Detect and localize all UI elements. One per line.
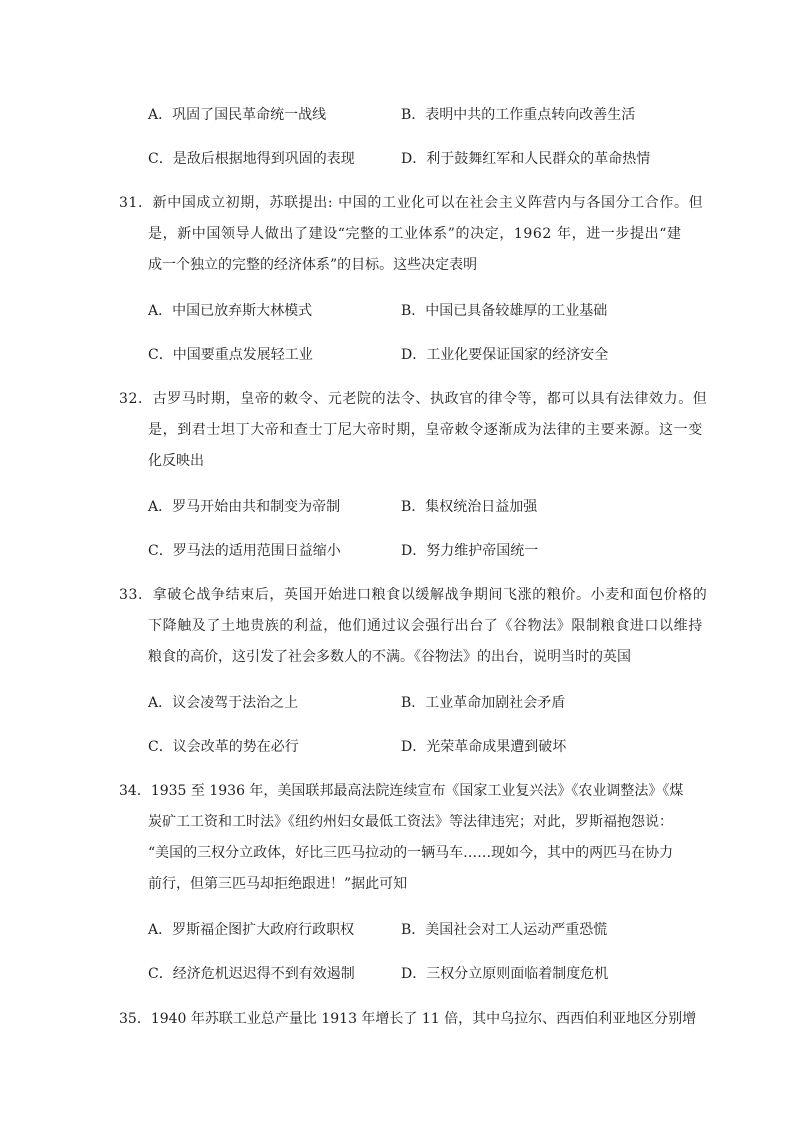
q33-option-d: D．光荣革命成果遭到破坏 — [401, 739, 567, 755]
q33-option-b: B．工业革命加剧社会矛盾 — [401, 695, 566, 711]
q32-option-a: A．罗马开始由共和制变为帝制 — [148, 499, 341, 515]
q33-options-row-2 — [148, 736, 708, 756]
q31-option-b: B．中国已具备较雄厚的工业基础 — [401, 303, 608, 319]
q30-options-row-2 — [148, 148, 708, 168]
q33-option-a: A．议会凌驾于法治之上 — [148, 695, 299, 711]
q30-option-b: B．表明中共的工作重点转向改善生活 — [401, 107, 636, 123]
q30-option-a: A．巩固了国民革命统一战线 — [148, 107, 327, 123]
q35-stem-line-1: 35．1940 年苏联工业总产量比 1913 年增长了 11 倍，其中乌拉尔、西西伯利亚地区分别增 — [119, 1011, 697, 1027]
q32-option-c: C．罗马法的适用范围日益缩小 — [148, 543, 341, 559]
q33-stem-line-3: 粮食的高价，这引发了社会多数人的不满。《谷物法》的出台，说明当时的英国 — [148, 649, 631, 665]
q34-stem-line-3: “美国的三权分立政体，好比三匹马拉动的一辆马车……现如今，其中的两匹马在协力 — [148, 845, 674, 861]
q34-stem-line-4: 前行，但第三匹马却拒绝跟进！”据此可知 — [148, 876, 408, 892]
q33-stem-line-1: 33．拿破仑战争结束后，英国开始进口粮食以缓解战争期间飞涨的粮价。小麦和面包价格的 — [119, 587, 708, 603]
q31-option-a: A．中国已放弃斯大林模式 — [148, 303, 313, 319]
q32-stem-line-1: 32．古罗马时期，皇帝的敕令、元老院的法令、执政官的律令等，都可以具有法律效力。但 — [119, 391, 708, 407]
q32-options-row-1 — [148, 496, 708, 516]
q34-option-c: C．经济危机迟迟得不到有效遏制 — [148, 966, 355, 982]
q30-options-row-1 — [148, 104, 708, 124]
q32-option-d: D．努力维护帝国统一 — [401, 543, 539, 559]
q30-option-c: C．是敌后根据地得到巩固的表现 — [148, 151, 355, 167]
q30-option-d: D．利于鼓舞红军和人民群众的革命热情 — [401, 151, 651, 167]
q34-option-a: A．罗斯福企图扩大政府行政职权 — [148, 922, 355, 938]
q33-options-row-1 — [148, 692, 708, 712]
q34-option-d: D．三权分立原则面临着制度危机 — [401, 966, 609, 982]
q31-option-c: C．中国要重点发展轻工业 — [148, 347, 313, 363]
q31-options-row-1 — [148, 300, 708, 320]
q34-stem-line-2: 炭矿工工资和工时法》《纽约州妇女最低工资法》等法律违宪；对此，罗斯福抱怨说： — [148, 814, 673, 830]
q34-options-row-2 — [148, 963, 708, 983]
q34-stem-line-1: 34．1935 至 1936 年，美国联邦最高法院连续宣布《国家工业复兴法》《农业调整法》《煤 — [119, 783, 684, 799]
q31-option-d: D．工业化要保证国家的经济安全 — [401, 347, 609, 363]
q32-stem-line-2: 是，到君士坦丁大帝和查士丁尼大帝时期，皇帝敕令逐渐成为法律的主要来源。这一变 — [148, 422, 703, 438]
q31-stem-line-1: 31．新中国成立初期，苏联提出: 中国的工业化可以在社会主义阵营内与各国分工合作。但 — [119, 195, 704, 211]
q31-stem-line-2: 是，新中国领导人做出了建设“完整的工业体系”的决定，1962 年，进一步提出“建 — [148, 226, 682, 242]
q34-options-row-1 — [148, 919, 708, 939]
q32-stem-line-3: 化反映出 — [148, 453, 204, 469]
q33-stem-line-2: 下降触及了土地贵族的利益，他们通过议会强行出台了《谷物法》限制粮食进口以维持 — [148, 618, 703, 634]
q31-options-row-2 — [148, 344, 708, 364]
q31-stem-line-3: 成一个独立的完整的经济体系”的目标。这些决定表明 — [148, 257, 478, 273]
q32-options-row-2 — [148, 540, 708, 560]
q33-option-c: C．议会改革的势在必行 — [148, 739, 299, 755]
q32-option-b: B．集权统治日益加强 — [401, 499, 538, 515]
q34-option-b: B．美国社会对工人运动严重恐慌 — [401, 922, 608, 938]
